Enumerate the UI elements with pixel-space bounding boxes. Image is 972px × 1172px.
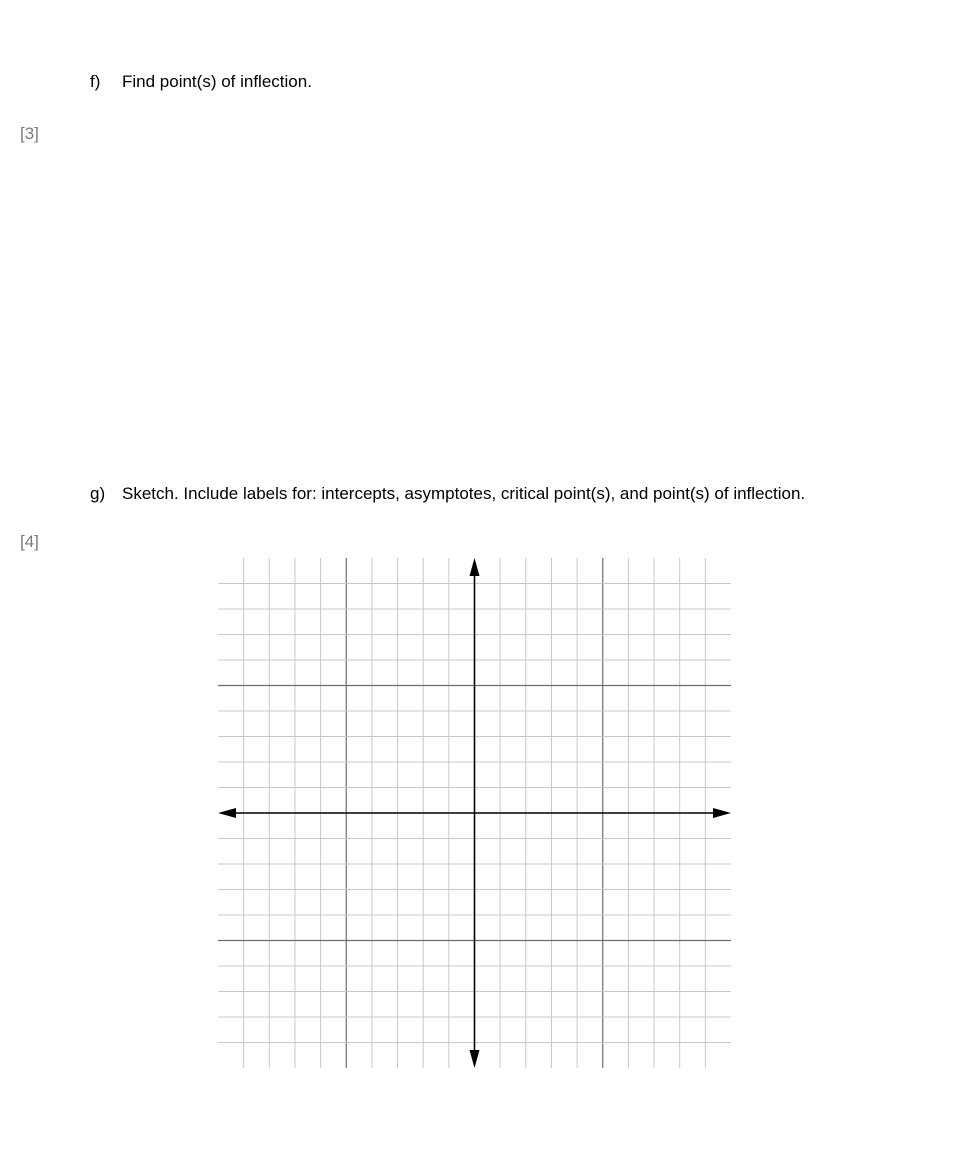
question-f-label: f) [90,72,101,91]
x-axis-left-arrow-icon [218,808,236,818]
question-g-text: Sketch. Include labels for: intercepts, asymptotes, critical point(s), and point(s) of inflection. [122,484,806,503]
question-g-label: g) [90,484,106,503]
x-axis-right-arrow-icon [713,808,731,818]
marks-f: [3] [20,124,39,143]
question-f-text: Find point(s) of inflection. [122,72,312,91]
y-axis-down-arrow-icon [470,1050,480,1068]
marks-g: [4] [20,532,39,551]
y-axis-up-arrow-icon [470,558,480,576]
